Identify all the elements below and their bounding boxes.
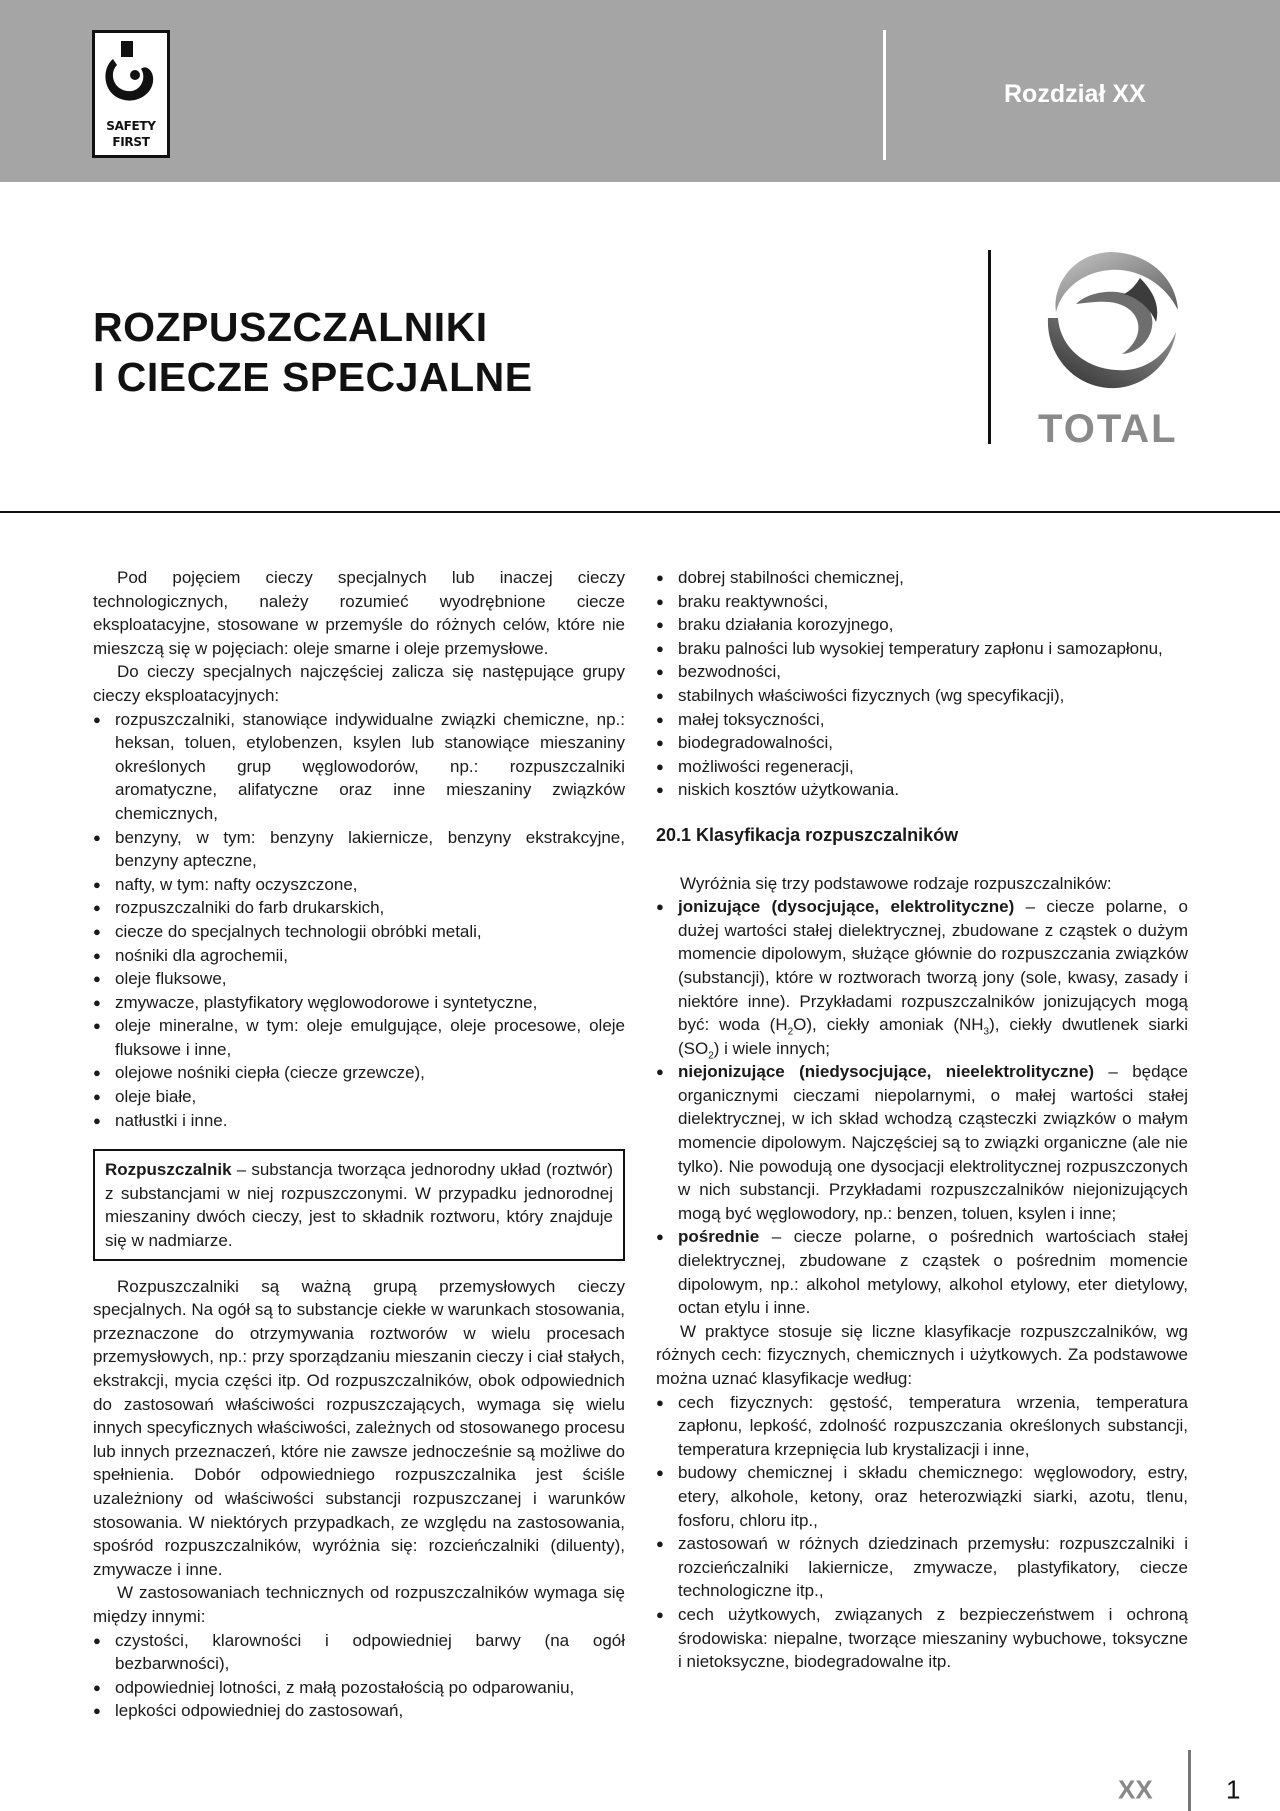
list-item: ● oleje mineralne, w tym: oleje emulgujące, oleje procesowe, oleje fluksowe i inne,: [93, 1014, 625, 1061]
classification-intro: W praktyce stosuje się liczne klasyfikacje rozpuszczalników, wg różnych cech: fizycznych, chemicznych i użytkowych. Za podstawowe można uznać klasyfikacje według:: [656, 1321, 1188, 1388]
definition-box: [93, 1149, 625, 1260]
header-divider: [883, 30, 886, 160]
body-paragraph-2: W zastosowaniach technicznych od rozpuszczalników wymaga się między innymi:: [93, 1583, 625, 1626]
classification-list: [656, 1391, 1188, 1674]
total-wordmark: TOTAL: [1038, 407, 1178, 451]
list-item: ● małej toksyczności,: [656, 708, 1188, 732]
list-item: ● ciecze do specjalnych technologii obróbki metali,: [93, 920, 625, 944]
safety-swirl-icon: [95, 33, 167, 115]
section-intro: Wyróżnia się trzy podstawowe rodzaje rozpuszczalników:: [680, 873, 1112, 893]
type-term: pośrednie: [678, 1227, 760, 1247]
type-text: ) i wiele innych;: [713, 1038, 831, 1058]
list-item: ● oleje białe,: [93, 1085, 625, 1109]
list-item: ● możliwości regeneracji,: [656, 755, 1188, 779]
list-item: ● dobrej stabilności chemicznej,: [656, 566, 1188, 590]
type-text: – ciecze polarne, o dużej wartości stałej dielektrycznej, zbudowane z cząstek o dużym momencie dipolowym, służące głównie do rozpuszczania związków (substancji), które w roztworach tworzą jony (sole, kwasy, zasady i niektóre inne). Przykładami rozpuszczalników jonizujących mogą być: woda (H: [678, 897, 1188, 1035]
page-number: 1: [1226, 1774, 1241, 1805]
list-item: ● stabilnych właściwości fizycznych (wg specyfikacji),: [656, 684, 1188, 708]
safety-logo-line2: FIRST: [112, 135, 150, 149]
type-text: O), ciekły amoniak (NH: [793, 1015, 984, 1035]
list-item: ● zastosowań w różnych dziedzinach przemysłu: rozpuszczalniki i rozcieńczalniki lakiernicze, zmywacze, plastyfikatory, ciecze technologiczne itp.,: [656, 1532, 1188, 1603]
definition-text: – substancja tworząca jednorodny układ (roztwór) z substancjami w niej rozpuszczonymi. W przypadku jednorodnej mieszaniny dwóch cieczy, jest to składnik roztworu, który znajduje się w nadmiarze.: [105, 1160, 613, 1251]
intro-paragraph-2: Do cieczy specjalnych najczęściej zalicza się następujące grupy cieczy eksploatacyjnych:: [93, 662, 625, 705]
subscript: 2: [708, 1050, 714, 1062]
subscript: 2: [787, 1026, 794, 1038]
list-item: ● biodegradowalności,: [656, 731, 1188, 755]
footer-divider: [1188, 1750, 1191, 1811]
left-column: [93, 566, 625, 1723]
title-divider: [988, 250, 991, 444]
list-item: ● czystości, klarowności i odpowiedniej barwy (na ogół bezbarwności),: [93, 1629, 625, 1676]
list-item: ● budowy chemicznej i składu chemicznego: węglowodory, estry, etery, alkohole, ketony, oraz heterozwiązki siarki, azotu, tlenu, fosforu, chloru itp.,: [656, 1461, 1188, 1532]
solvent-types-list: [656, 895, 1188, 1320]
type-term: jonizujące (dysocjujące, elektrolityczne): [678, 897, 1015, 917]
safety-logo-line1: SAFETY: [106, 119, 156, 133]
document-title: [93, 302, 533, 402]
requirements-list: [93, 1629, 625, 1723]
type-term: niejonizujące (niedysocjujące, nieelektrolityczne): [678, 1062, 1095, 1082]
list-item: ● olejowe nośniki ciepła (ciecze grzewcze),: [93, 1061, 625, 1085]
requirements-list-continued: [656, 566, 1188, 802]
footer-chapter: XX: [1118, 1774, 1153, 1805]
list-item: ● braku działania korozyjnego,: [656, 613, 1188, 637]
list-item: ● cech fizycznych: gęstość, temperatura wrzenia, temperatura zapłonu, lepkość, zdolność rozpuszczania określonych substancji, temperatura krzepnięcia lub krystalizacji i inne,: [656, 1391, 1188, 1462]
list-item: ● bezwodności,: [656, 660, 1188, 684]
right-column: [656, 566, 1188, 1674]
type-text: – będące organicznymi cieczami niepolarnymi, o małej wartości stałej dielektrycznej, w ich skład wchodzą cząsteczki związków o małym momencie dipolowym. Najczęściej są to związki organiczne (ale nie tylko). Nie powodują one dysocjacji elektrolitycznej rozpuszczonych w nich substancji. Przykładami rozpuszczalników niejonizujących mogą być węglowodory, np.: benzen, toluen, ksylen i inne;: [678, 1062, 1188, 1223]
chapter-label: Rozdział XX: [1004, 80, 1146, 108]
type-text: ), ciekły dwutlenek siarki (SO: [678, 1015, 1188, 1058]
special-liquids-list: [93, 708, 625, 1133]
list-item: [656, 895, 1188, 1060]
list-item: [656, 1225, 1188, 1319]
header-rule: [0, 511, 1280, 513]
section-heading: 20.1 Klasyfikacja rozpuszczalników: [656, 824, 959, 845]
title-line-2: I CIECZE SPECJALNE: [93, 354, 533, 400]
safety-first-logo: [92, 30, 170, 158]
list-item: [656, 1060, 1188, 1225]
subscript: 3: [983, 1026, 990, 1038]
list-item: ● zmywacze, plastyfikatory węglowodorowe i syntetyczne,: [93, 991, 625, 1015]
list-item: ● oleje fluksowe,: [93, 967, 625, 991]
list-item: ● braku reaktywności,: [656, 590, 1188, 614]
list-item: ● rozpuszczalniki, stanowiące indywidualne związki chemiczne, np.: heksan, toluen, etylobenzen, ksylen lub stanowiące mieszaniny określonych grup węglowodorów, np.: rozpuszczalniki aromatyczne, alifatyczne oraz inne mieszaniny związków chemicznych,: [93, 708, 625, 826]
list-item: ● nafty, w tym: nafty oczyszczone,: [93, 873, 625, 897]
list-item: ● rozpuszczalniki do farb drukarskich,: [93, 896, 625, 920]
body-paragraph-1: Rozpuszczalniki są ważną grupą przemysłowych cieczy specjalnych. Na ogół są to substancje ciekłe w warunkach stosowania, przeznaczone do otrzymywania roztworów w wielu procesach przemysłowych, np.: przy sporządzaniu mieszanin cieczy i ciał stałych, ekstrakcji, mycia części itp. Od rozpuszczalników, obok odpowiednich do zastosowań właściwości rozpuszczających, wymaga się wielu innych specyficznych właściwości, zależnych od stosowanego procesu lub innych przeznaczeń, które nie zawsze jednocześnie są możliwe do spełnienia. Dobór odpowiedniego rozpuszczalnika jest ściśle uzależniony od właściwości substancji rozpuszczanej i warunków stosowania. W niektórych przypadkach, ze względu na zastosowania, spośród rozpuszczalników, wyróżnia się: rozcieńczalniki (diluenty), zmywacze i inne.: [93, 1276, 625, 1579]
list-item: ● niskich kosztów użytkowania.: [656, 778, 1188, 802]
list-item: ● natłustki i inne.: [93, 1109, 625, 1133]
list-item: ● cech użytkowych, związanych z bezpieczeństwem i ochroną środowiska: niepalne, tworzące mieszaniny wybuchowe, toksyczne i nietoksyczne, biodegradowalne itp.: [656, 1603, 1188, 1674]
list-item: ● nośniki dla agrochemii,: [93, 944, 625, 968]
list-item: ● odpowiedniej lotności, z małą pozostałością po odparowaniu,: [93, 1676, 625, 1700]
definition-term: Rozpuszczalnik: [105, 1160, 232, 1180]
intro-paragraph-1: Pod pojęciem cieczy specjalnych lub inaczej cieczy technologicznych, należy rozumieć wyodrębnione ciecze eksploatacyjne, stosowane w przemyśle do różnych celów, które nie mieszczą się w pojęciach: oleje smarne i oleje przemysłowe.: [93, 568, 625, 658]
list-item: ● benzyny, w tym: benzyny lakiernicze, benzyny ekstrakcyjne, benzyny apteczne,: [93, 826, 625, 873]
type-text: – ciecze polarne, o pośrednich wartościach stałej dielektrycznej, zbudowane z cząstek o pośrednim momencie dipolowym, np.: alkohol metylowy, alkohol etylowy, eter dietylowy, octan etylu i inne.: [678, 1227, 1188, 1318]
total-globe-icon: [1036, 248, 1184, 398]
list-item: ● braku palności lub wysokiej temperatury zapłonu i samozapłonu,: [656, 637, 1188, 661]
list-item: ● lepkości odpowiedniej do zastosowań,: [93, 1699, 625, 1723]
title-line-1: ROZPUSZCZALNIKI: [93, 304, 488, 350]
